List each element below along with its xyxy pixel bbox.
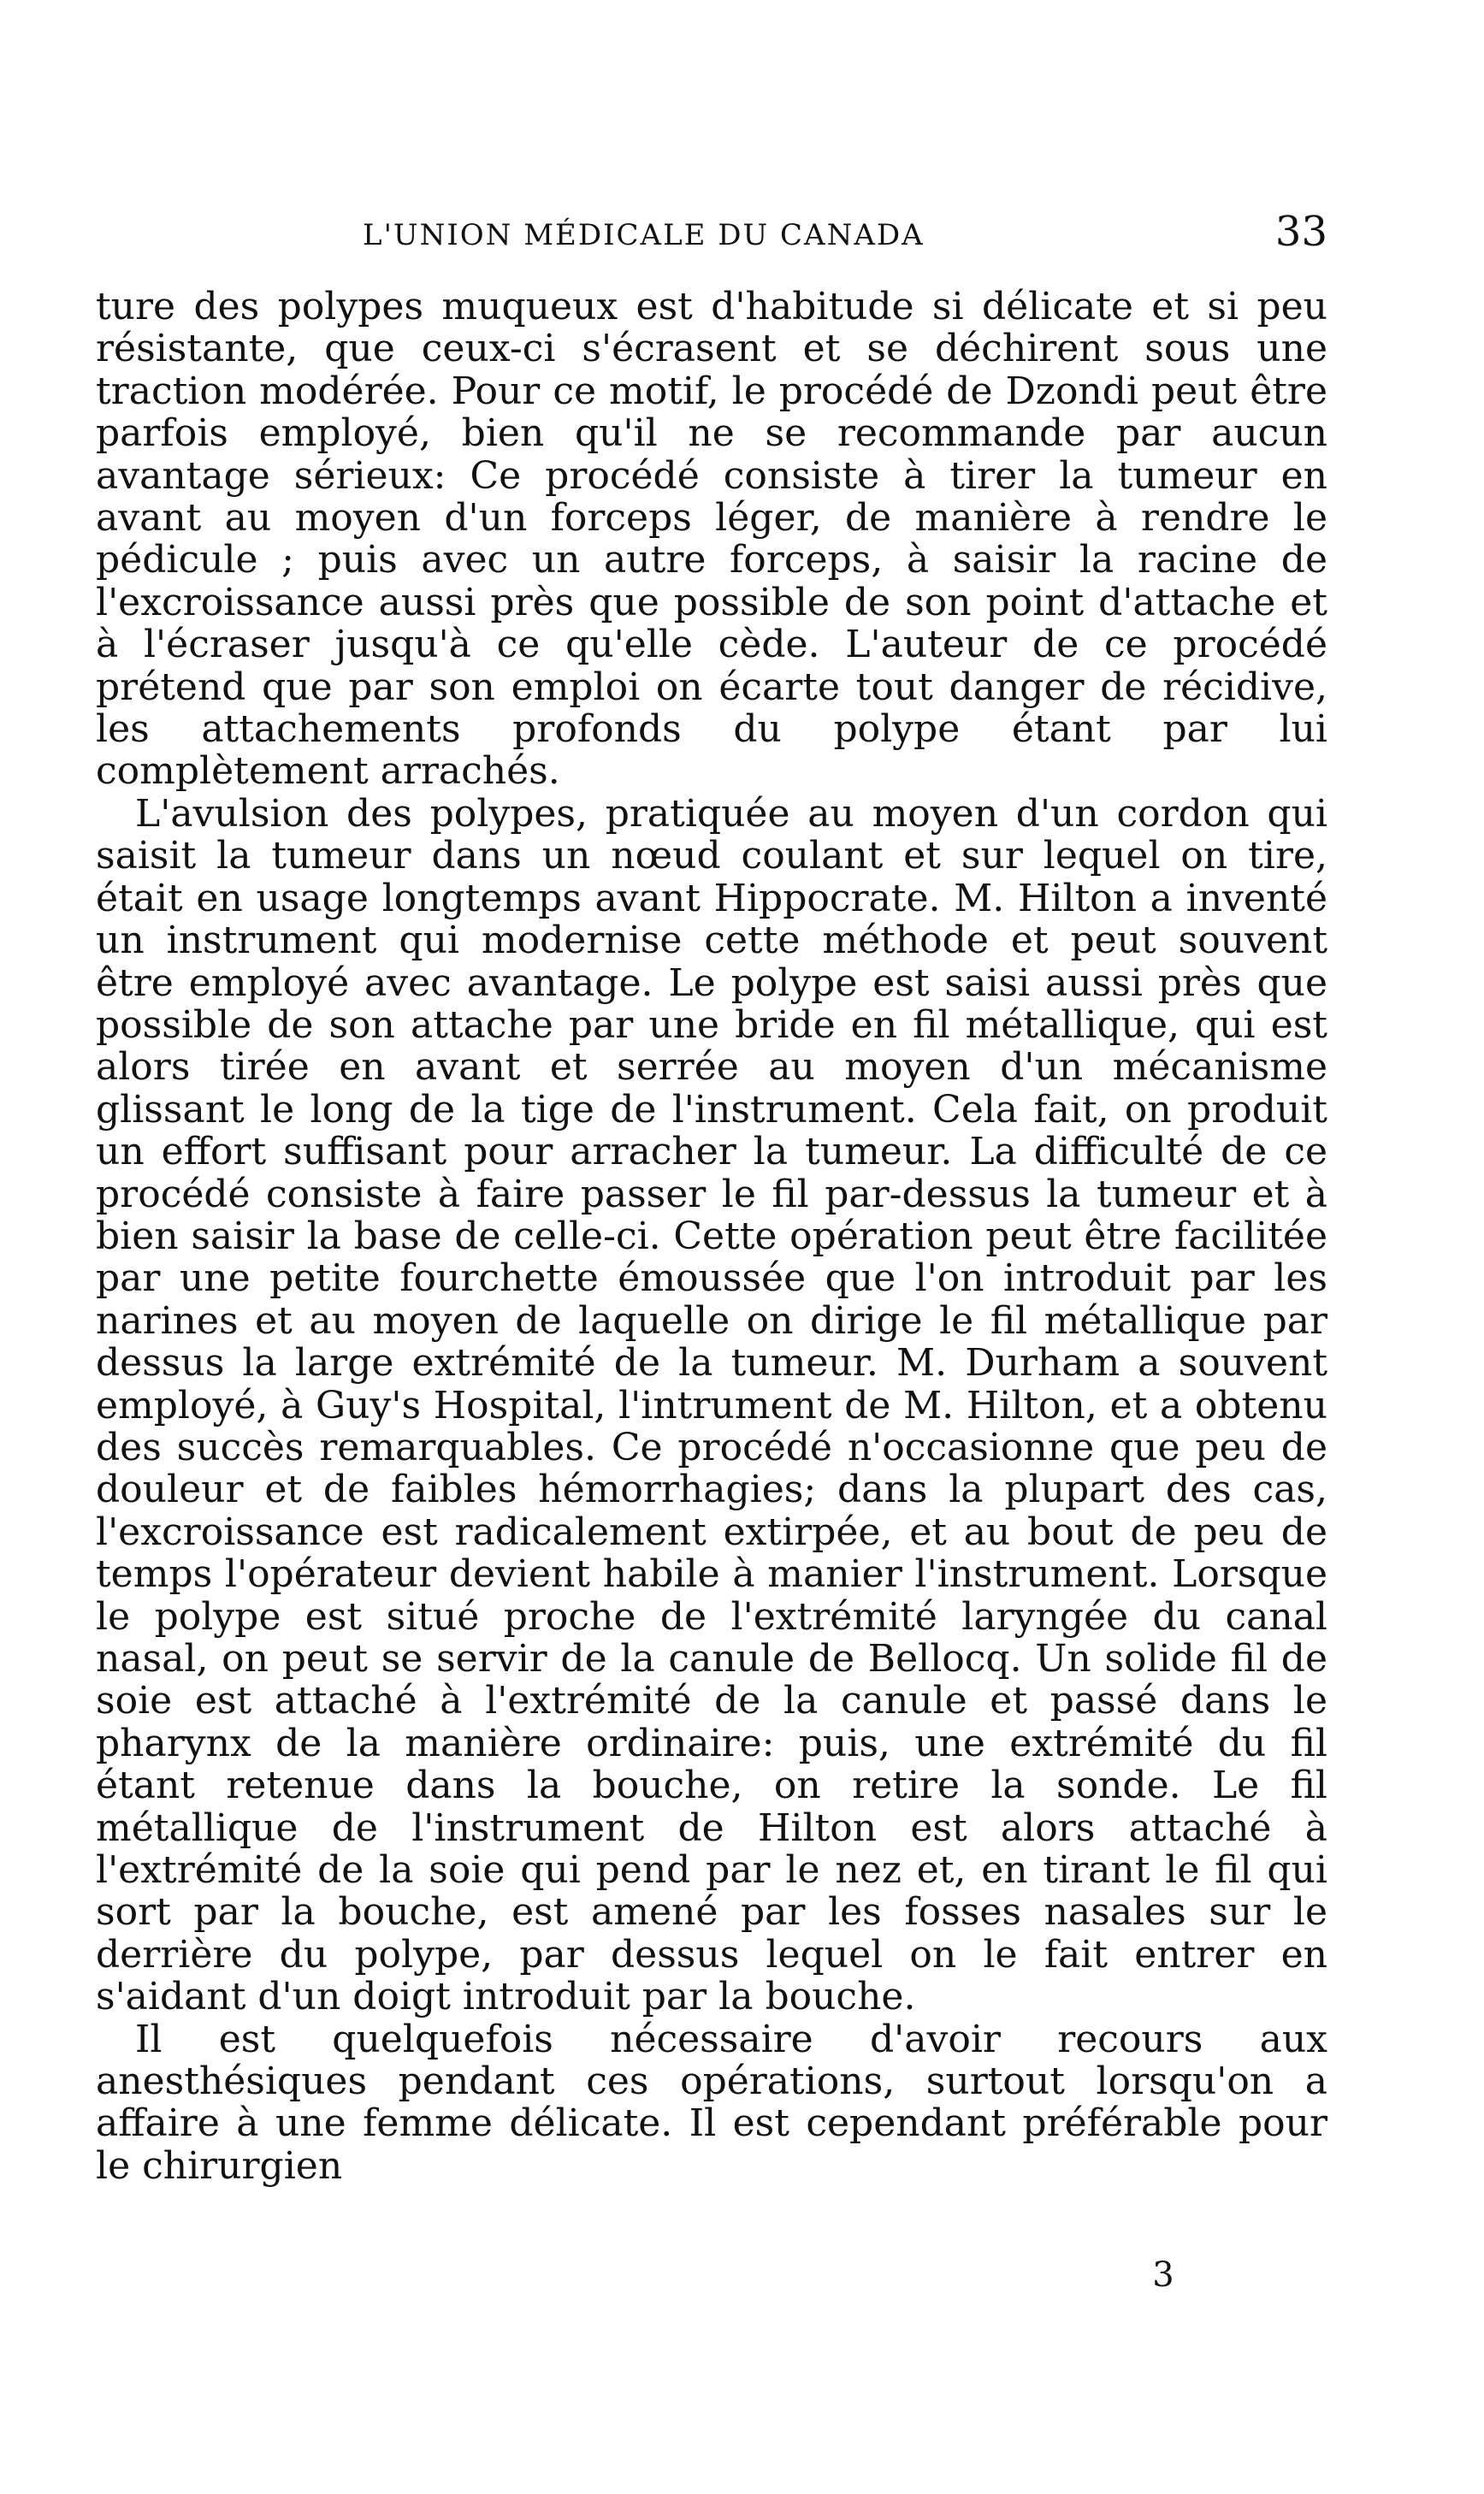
paragraph-continued: ture des polypes muqueux est d'habitude si délicate et si peu résistante, que ceux-ci s'écrasent et se déchirent sous une traction modérée. Pour ce motif, le procédé de Dzondi peut être parfois employé, bien qu'il ne se recommande par aucun avantage sérieux: Ce procédé consiste à tirer la tumeur en avant au moyen d'un forceps léger, de manière à rendre le pédicule ; puis avec un autre forceps, à saisir la racine de l'excroissance aussi près que possible de son point d'attache et à l'écraser jusqu'à ce qu'elle cède. L'auteur de ce procédé prétend que par son emploi on écarte tout danger de récidive, les attachements profonds du polype étant par lui complètement arrachés.	[96, 285, 1327, 794]
running-head-title: L'UNION MÉDICALE DU CANADA	[363, 218, 925, 252]
paragraph-anesthesia: Il est quelquefois nécessaire d'avoir recours aux anesthésiques pendant ces opérations, surtout lorsqu'on a affaire à une femme délicate. Il est cependant préférable pour le chirurgien	[96, 2017, 1327, 2188]
paragraph-avulsion: L'avulsion des polypes, pratiquée au moyen d'un cordon qui saisit la tumeur dans un nœud coulant et sur lequel on tire, était en usage longtemps avant Hippocrate. M. Hilton a inventé un instrument qui modernise cette méthode et peut souvent être employé avec avantage. Le polype est saisi aussi près que possible de son attache par une bride en fil métallique, qui est alors tirée en avant et serrée au moyen d'un mécanisme glissant le long de la tige de l'instrument. Cela fait, on produit un effort suffisant pour arracher la tumeur. La difficulté de ce procédé consiste à faire passer le fil par-dessus la tumeur et à bien saisir la base de celle-ci. Cette opération peut être facilitée par une petite fourchette émoussée que l'on introduit par les narines et au moyen de laquelle on dirige le fil métallique par dessus la large extrémité de la tumeur. M. Durham a souvent employé, à Guy's Hospital, l'intrument de M. Hilton, et a obtenu des succès remarquables. Ce procédé n'occasionne que peu de douleur et de faibles hémorrhagies; dans la plupart des cas, l'excroissance est radicalement extirpée, et au bout de peu de temps l'opérateur devient habile à manier l'instrument. Lorsque le polype est situé proche de l'extrémité laryngée du canal nasal, on peut se servir de la canule de Bellocq. Un solide fil de soie est attaché à l'extrémité de la canule et passé dans le pharynx de la manière ordinaire: puis, une extrémité du fil étant retenue dans la bouche, on retire la sonde. Le fil métallique de l'instrument de Hilton est alors attaché à l'extrémité de la soie qui pend par le nez et, en tirant le fil qui sort par la bouche, est amené par les fosses nasales sur le derrière du polype, par dessus lequel on le fait entrer en s'aidant d'un doigt introduit par la bouche.	[96, 791, 1327, 2019]
signature-mark: 3	[1152, 2255, 1174, 2295]
page-number: 33	[1274, 208, 1327, 256]
body-text	[96, 286, 1327, 2187]
